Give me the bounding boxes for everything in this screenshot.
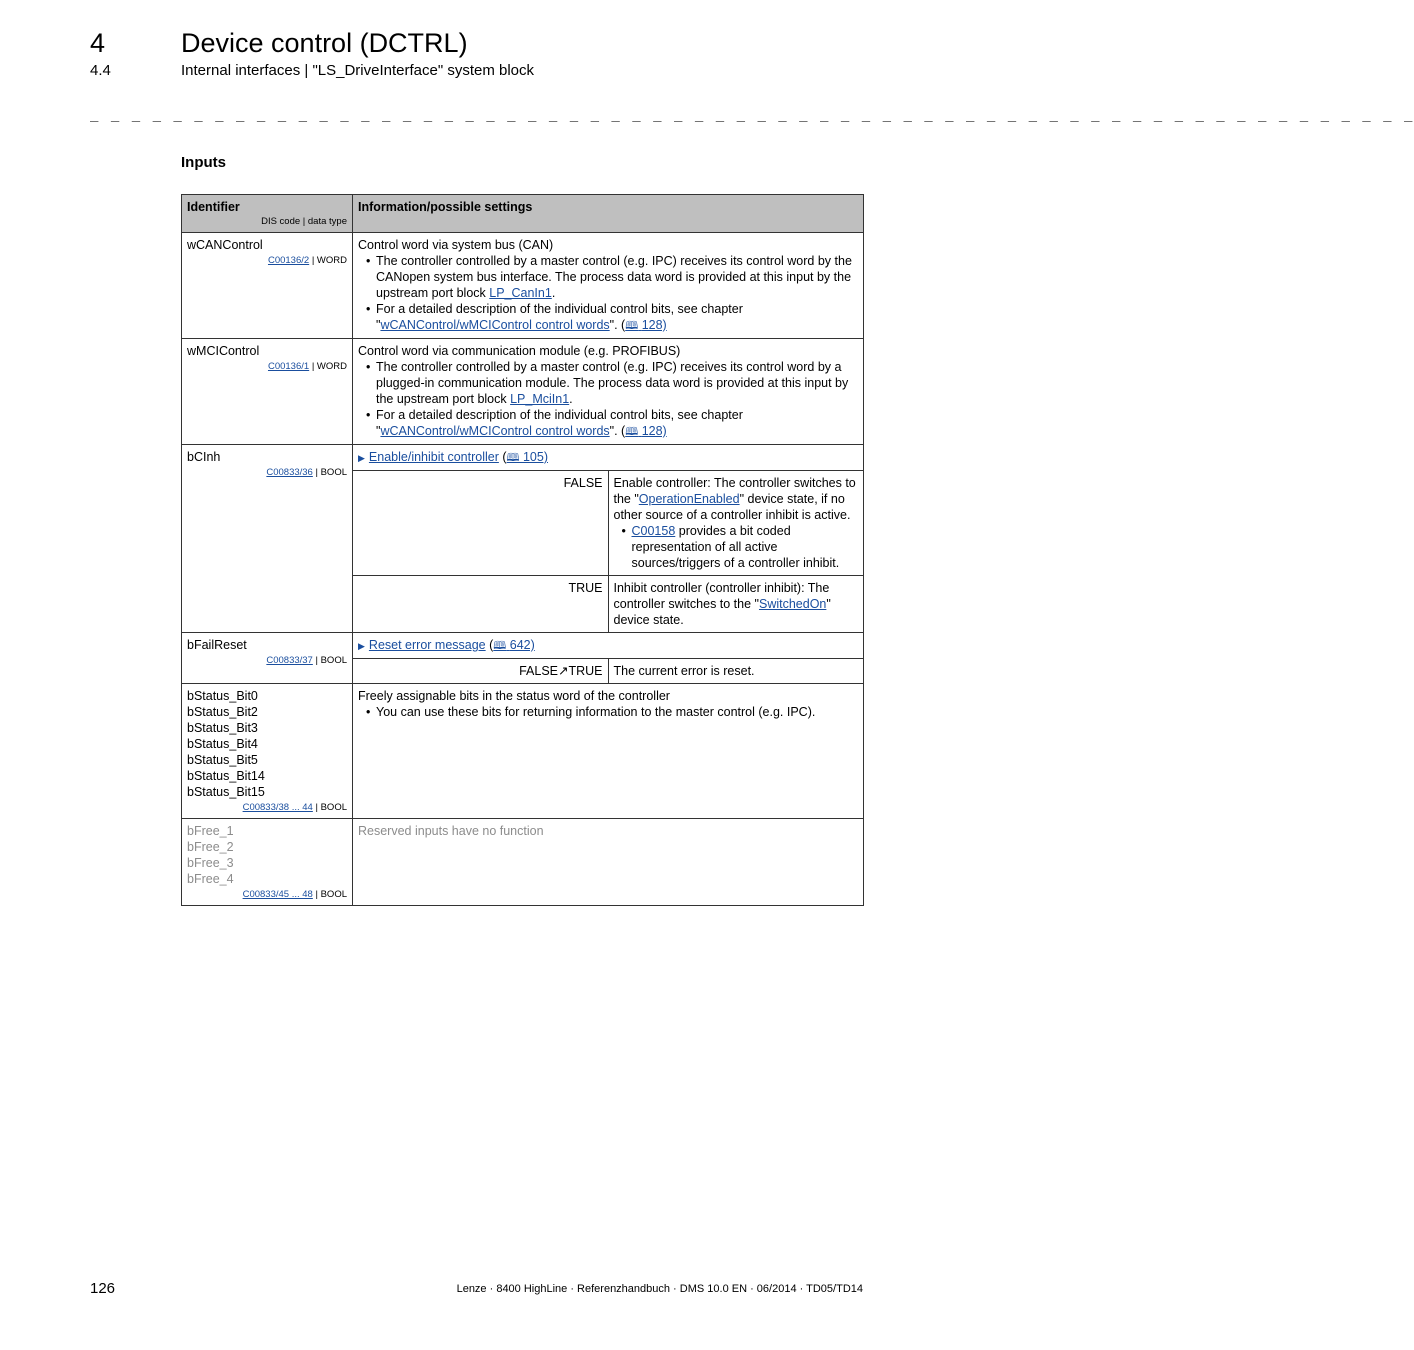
table-row xyxy=(182,684,864,819)
book-icon: 🕮 xyxy=(493,640,507,652)
list-item: • For a detailed description of the individual control bits, see chapter "wCANControl/wMCIControl control words". (🕮 128) xyxy=(358,407,858,440)
c00158-link[interactable]: C00158 xyxy=(631,524,676,538)
page-reference-link[interactable]: 🕮 105) xyxy=(506,450,549,464)
table-row xyxy=(182,445,864,633)
port-block-link[interactable]: LP_MciIn1 xyxy=(510,392,570,406)
value-label: FALSE xyxy=(353,471,608,576)
data-type: | WORD xyxy=(311,255,347,266)
footer-text: Lenze · 8400 HighLine · Referenzhandbuch · DMS 10.0 EN · 06/2014 · TD05/TD14 xyxy=(456,1283,863,1295)
inputs-heading: Inputs xyxy=(181,154,226,171)
identifier-name: bFree_2 xyxy=(187,840,234,854)
identifier-header xyxy=(182,195,353,233)
data-type: | BOOL xyxy=(315,467,347,478)
info-description: Freely assignable bits in the status word of the controller xyxy=(358,689,670,703)
list-item: • C00158 provides a bit coded representation of all active sources/triggers of a controller inhibit. xyxy=(614,523,859,571)
identifier-name: bStatus_Bit3 xyxy=(187,721,258,735)
info-description: Reserved inputs have no function xyxy=(358,824,544,838)
identifier-header-label: Identifier xyxy=(187,200,240,214)
list-item: • The controller controlled by a master control (e.g. IPC) receives its control word by the CANopen system bus interface. The process data word is provided at this input by the upstream port block LP_CanIn1. xyxy=(358,253,858,301)
identifier-name: wCANControl xyxy=(187,238,263,252)
identifier-cell xyxy=(182,339,353,445)
list-item: • For a detailed description of the individual control bits, see chapter "wCANControl/wMCIControl control words". (🕮 128) xyxy=(358,301,858,334)
info-cell xyxy=(353,445,864,633)
table-header-row xyxy=(182,195,864,233)
info-cell xyxy=(353,633,864,684)
reset-error-link[interactable]: Reset error message xyxy=(368,638,486,652)
reference-row: ▶ Reset error message (🕮 642) xyxy=(358,638,535,652)
inputs-table xyxy=(181,194,864,906)
table-row xyxy=(182,233,864,339)
reference-row: ▶ Enable/inhibit controller (🕮 105) xyxy=(358,450,549,464)
info-cell xyxy=(353,819,864,906)
data-type: | BOOL xyxy=(315,655,347,666)
enable-inhibit-link[interactable]: Enable/inhibit controller xyxy=(368,450,499,464)
dis-code-link[interactable]: C00833/37 xyxy=(266,655,313,666)
identifier-name: bCInh xyxy=(187,450,221,464)
section-title: Internal interfaces | "LS_DriveInterface" system block xyxy=(181,62,535,79)
data-type: | BOOL xyxy=(315,802,347,813)
chapter-number: 4 xyxy=(90,28,106,58)
switched-on-link[interactable]: SwitchedOn xyxy=(758,597,827,611)
identifier-name: bStatus_Bit14 xyxy=(187,769,265,783)
triangle-right-icon: ▶ xyxy=(358,453,365,463)
page-reference-link[interactable]: 🕮 128) xyxy=(625,424,667,438)
page-reference-link[interactable]: 🕮 642) xyxy=(493,638,535,652)
identifier-subheader: DIS code | data type xyxy=(261,216,347,227)
dis-code-link[interactable]: C00833/36 xyxy=(266,467,313,478)
identifier-name: bFree_1 xyxy=(187,824,234,838)
control-words-link[interactable]: wCANControl/wMCIControl control words xyxy=(380,318,610,332)
info-cell xyxy=(353,684,864,819)
identifier-name: bStatus_Bit4 xyxy=(187,737,258,751)
dis-code-link[interactable]: C00136/2 xyxy=(267,255,310,266)
identifier-name: bFree_3 xyxy=(187,856,234,870)
page-number: 126 xyxy=(90,1280,116,1297)
identifier-name: bStatus_Bit5 xyxy=(187,753,258,767)
identifier-cell xyxy=(182,633,353,684)
identifier-cell xyxy=(182,684,353,819)
value-description: Enable controller: The controller switches to the "OperationEnabled" device state, if no other source of a controller inhibit is active. • C00158 provides a bit coded representation of all active sources/triggers of a controller inhibit. xyxy=(608,471,863,576)
dis-code-link[interactable]: C00833/38 ... 44 xyxy=(242,802,313,813)
operation-enabled-link[interactable]: OperationEnabled xyxy=(638,492,740,506)
identifier-cell xyxy=(182,233,353,339)
identifier-name: bFree_4 xyxy=(187,872,234,886)
table-row xyxy=(182,633,864,684)
identifier-name: bStatus_Bit15 xyxy=(187,785,265,799)
info-cell xyxy=(353,233,864,339)
dis-code-link[interactable]: C00833/45 ... 48 xyxy=(242,889,313,900)
value-label: TRUE xyxy=(353,576,608,633)
chapter-title: Device control (DCTRL) xyxy=(181,28,468,58)
info-description: Control word via system bus (CAN) xyxy=(358,238,554,252)
identifier-name: bStatus_Bit0 xyxy=(187,689,258,703)
identifier-cell xyxy=(182,819,353,906)
identifier-name: bStatus_Bit2 xyxy=(187,705,258,719)
value-description: The current error is reset. xyxy=(608,659,863,684)
identifier-name: wMCIControl xyxy=(187,344,260,358)
dis-code-link[interactable]: C00136/1 xyxy=(267,361,310,372)
info-header: Information/possible settings xyxy=(353,195,864,233)
book-icon: 🕮 xyxy=(506,452,520,464)
identifier-cell xyxy=(182,445,353,633)
data-type: | WORD xyxy=(311,361,347,372)
table-row xyxy=(182,339,864,445)
port-block-link[interactable]: LP_CanIn1 xyxy=(489,286,552,300)
control-words-link[interactable]: wCANControl/wMCIControl control words xyxy=(380,424,610,438)
data-type: | BOOL xyxy=(315,889,347,900)
triangle-right-icon: ▶ xyxy=(358,641,365,651)
book-icon: 🕮 xyxy=(625,426,639,438)
header-rule: _ _ _ _ _ _ _ _ _ _ _ _ _ _ _ _ _ _ _ _ _ _ _ _ _ _ _ _ _ _ _ _ _ _ _ _ _ _ _ _ _ _ _ _ _ _ _ _ _ _ _ _ _ _ _ _ _ _ _ _ _ _ _ _ xyxy=(90,106,1414,122)
list-item: • The controller controlled by a master control (e.g. IPC) receives its control word by a plugged-in communication module. The process data word is provided at this input by the upstream port block LP_MciIn1. xyxy=(358,359,858,407)
book-icon: 🕮 xyxy=(625,320,639,332)
table-row xyxy=(182,819,864,906)
value-label: FALSE↗TRUE xyxy=(353,659,608,684)
section-number: 4.4 xyxy=(90,62,111,79)
info-description: Control word via communication module (e.g. PROFIBUS) xyxy=(358,344,681,358)
list-item: • You can use these bits for returning information to the master control (e.g. IPC). xyxy=(358,704,858,720)
identifier-name: bFailReset xyxy=(187,638,247,652)
info-cell xyxy=(353,339,864,445)
value-description: Inhibit controller (controller inhibit): The controller switches to the "SwitchedOn" device state. xyxy=(608,576,863,633)
page-reference-link[interactable]: 🕮 128) xyxy=(625,318,667,332)
